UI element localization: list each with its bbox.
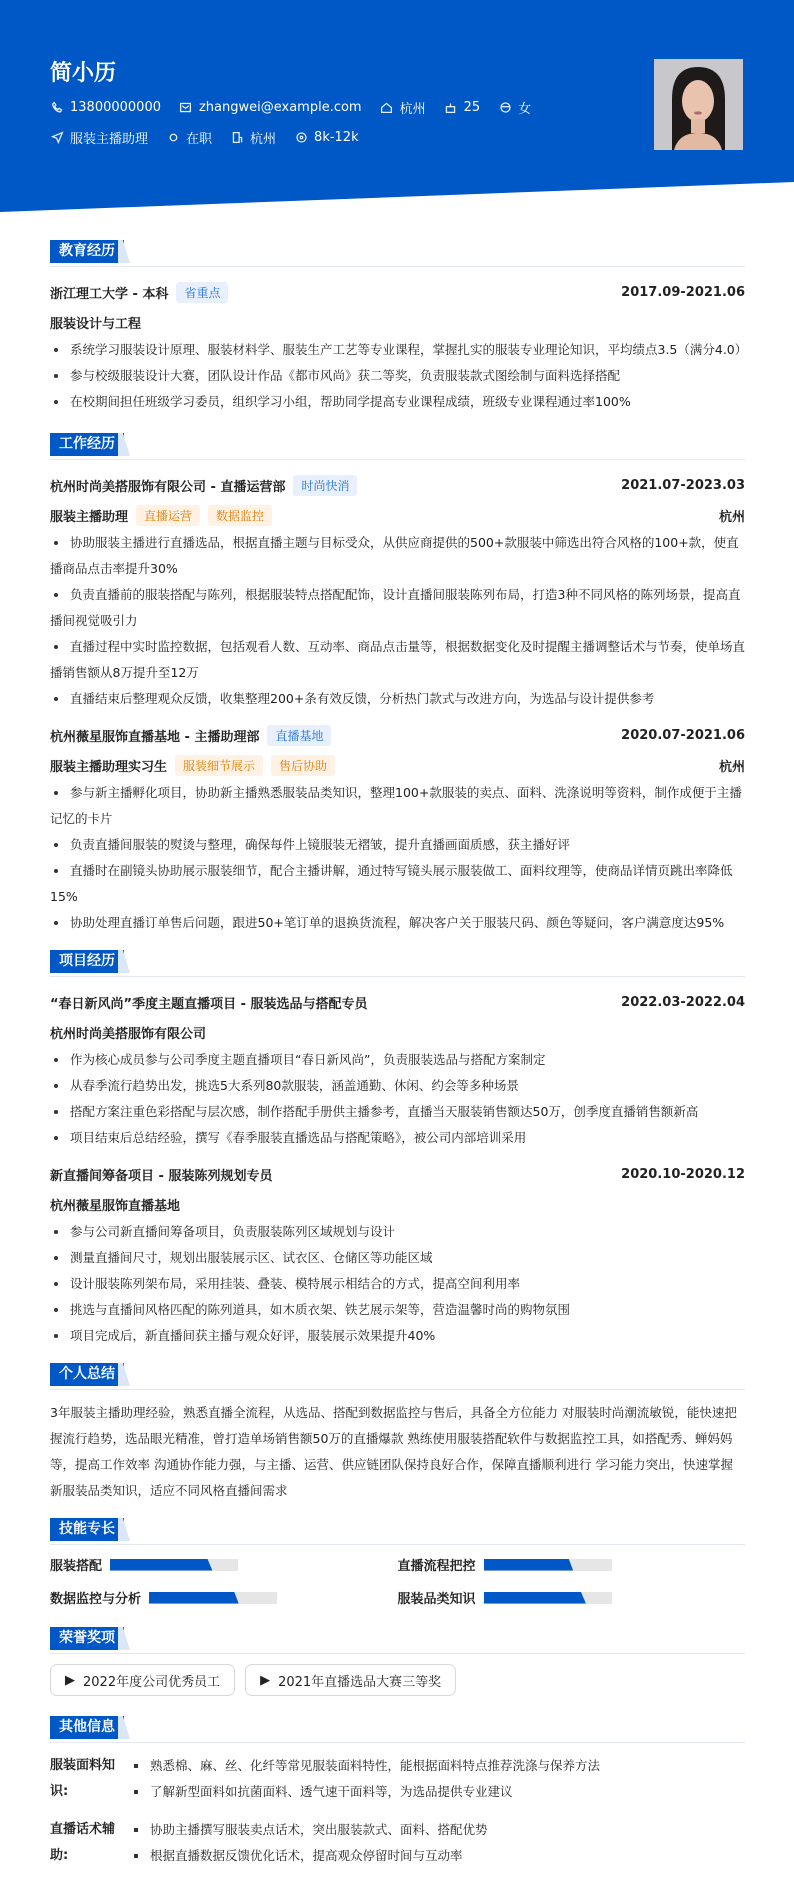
list-item: 项目完成后，新直播间获主播与观众好评，服装展示效果提升40% xyxy=(50,1323,745,1349)
skill-level-fill xyxy=(149,1592,239,1604)
skill-name: 服装搭配 xyxy=(50,1559,103,1574)
list-item: 参与校级服装设计大赛，团队设计作品《都市风尚》获二等奖，负责服装款式图绘制与面料选择搭配 xyxy=(50,363,745,389)
award-label: 2022年度公司优秀员工 xyxy=(83,1674,221,1690)
list-item: 熟悉棉、麻、丝、化纤等常见服装面料特性，能根据面料特点推荐洗涤与保养方法 xyxy=(130,1753,600,1779)
other-label: 服装面料知识: xyxy=(50,1758,116,1799)
list-item: 参与公司新直播间筹备项目，负责服装陈列区域规划与设计 xyxy=(50,1219,745,1245)
major: 服装设计与工程 xyxy=(50,316,142,332)
other-item xyxy=(50,1753,745,1805)
project-org: 杭州时尚美搭服饰有限公司 xyxy=(50,1026,207,1042)
list-item: 负责直播前的服装搭配与陈列，根据服装特点搭配配饰，设计直播间服装陈列布局，打造3种不同风格的陈列场景，提高直播间视觉吸引力 xyxy=(50,582,745,634)
project-name: 新直播间筹备项目 - 服装陈列规划专员 xyxy=(50,1168,273,1184)
list-item: 系统学习服装设计原理、服装材料学、服装生产工艺等专业课程，掌握扎实的服装专业理论知识，平均绩点3.5（满分4.0） xyxy=(50,337,745,363)
summary-text: 3年服装主播助理经验，熟悉直播全流程，从选品、搭配到数据监控与售后，具备全方位能力 对服装时尚潮流敏锐，能快速把握流行趋势，选品眼光精准，曾打造单场销售额50万的直播爆款 熟练使用服装搭配软件与数据监控工具，如搭配秀、蝉妈妈等，提高工作效率 沟通协作能力强，与主播、运营、供应链团队保持良好合作，保障直播顺利进行 学习能力突出，快速掌握新服装品类知识，适应不同风格直播间需求 xyxy=(50,1405,737,1498)
company-name: 杭州薇星服饰直播基地 - 主播助理部 xyxy=(50,729,260,745)
work-entry xyxy=(50,720,745,936)
hometown: 杭州 xyxy=(399,102,426,117)
skill-tag: 售后协助 xyxy=(271,755,335,776)
job-intent-row xyxy=(50,128,371,147)
job-title: 服装主播助理 xyxy=(70,132,149,147)
avatar-photo xyxy=(654,59,743,150)
section-title: 荣誉奖项 xyxy=(50,1627,124,1650)
section-title: 教育经历 xyxy=(50,240,124,263)
work-entry xyxy=(50,470,745,712)
work-date: 2020.07-2021.06 xyxy=(621,727,745,743)
skill-level-bar xyxy=(110,1559,238,1571)
skill-name: 直播流程把控 xyxy=(397,1559,476,1574)
award-label: 2021年直播选品大赛三等奖 xyxy=(278,1674,442,1690)
location-icon xyxy=(294,131,308,145)
list-item: 协助主播撰写服装卖点话术，突出服装款式、面料、搭配优势 xyxy=(130,1817,488,1843)
summary-section xyxy=(50,1363,745,1504)
work-date: 2021.07-2023.03 xyxy=(621,477,745,493)
phone: 13800000000 xyxy=(70,100,161,115)
list-item: 协助处理直播订单售后问题，跟进50+笔订单的退换货流程，解决客户关于服装尺码、颜色等疑问，客户满意度达95% xyxy=(50,910,745,936)
work-city: 杭州 xyxy=(718,759,745,775)
skill-item xyxy=(398,1555,746,1574)
phone-icon xyxy=(50,101,64,115)
job-status: 在职 xyxy=(186,132,213,147)
list-item: 设计服装陈列架布局，采用挂装、叠装、模特展示相结合的方式，提高空间利用率 xyxy=(50,1271,745,1297)
skill-tag: 数据监控 xyxy=(208,505,272,526)
project-entry xyxy=(50,1159,745,1349)
section-title: 个人总结 xyxy=(50,1363,124,1386)
target-city: 杭州 xyxy=(250,132,277,147)
work-city: 杭州 xyxy=(718,509,745,525)
section-title: 工作经历 xyxy=(50,433,124,456)
skill-level-fill xyxy=(484,1559,574,1571)
gender-icon xyxy=(498,101,512,115)
education-date: 2017.09-2021.06 xyxy=(621,284,745,300)
skill-name: 数据监控与分析 xyxy=(50,1592,142,1607)
status-icon xyxy=(166,131,180,145)
resume-body xyxy=(50,226,748,1881)
school-name: 浙江理工大学 - 本科 xyxy=(50,286,169,302)
email: zhangwei@example.com xyxy=(198,100,362,115)
role: 服装主播助理实习生 xyxy=(50,759,168,775)
section-title: 技能专长 xyxy=(50,1518,124,1541)
section-title: 项目经历 xyxy=(50,950,124,973)
age: 25 xyxy=(463,100,481,115)
work-section xyxy=(50,433,745,936)
skills-section xyxy=(50,1518,745,1607)
candidate-name: 简小历 xyxy=(50,61,117,86)
school-tag: 省重点 xyxy=(176,282,228,303)
section-header xyxy=(50,950,745,977)
project-name: “春日新风尚”季度主题直播项目 - 服装选品与搭配专员 xyxy=(50,996,368,1012)
list-item: 参与新主播孵化项目，协助新主播熟悉服装品类知识，整理100+款服装的卖点、面料、洗涤说明等资料，制作成便于主播记忆的卡片 xyxy=(50,780,745,832)
list-item: 从春季流行趋势出发，挑选5大系列80款服装，涵盖通勤、休闲、约会等多种场景 xyxy=(50,1073,745,1099)
other-section xyxy=(50,1716,745,1869)
cake-icon xyxy=(444,101,458,115)
section-header xyxy=(50,1716,745,1743)
home-icon xyxy=(380,101,394,115)
skill-item xyxy=(398,1588,746,1607)
list-item: 直播结束后整理观众反馈，收集整理200+条有效反馈，分析热门款式与改进方向，为选品与设计提供参考 xyxy=(50,686,745,712)
list-item: 了解新型面料如抗菌面料、透气速干面料等，为选品提供专业建议 xyxy=(130,1779,600,1805)
skill-item xyxy=(50,1588,398,1607)
award-item xyxy=(245,1664,456,1696)
section-header xyxy=(50,1627,745,1654)
project-date: 2022.03-2022.04 xyxy=(621,994,745,1010)
list-item: 直播时在副镜头协助展示服装细节，配合主播讲解，通过特写镜头展示服装做工、面料纹理等，使商品详情页跳出率降低15% xyxy=(50,858,745,910)
project-date: 2020.10-2020.12 xyxy=(621,1166,745,1182)
list-item: 搭配方案注重色彩搭配与层次感，制作搭配手册供主播参考，直播当天服装销售额达50万，创季度直播销售额新高 xyxy=(50,1099,745,1125)
skill-item xyxy=(50,1555,398,1574)
list-item: 在校期间担任班级学习委员，组织学习小组，帮助同学提高专业课程成绩，班级专业课程通过率100% xyxy=(50,389,745,415)
skill-name: 服装品类知识 xyxy=(397,1592,476,1607)
skill-tag: 直播运营 xyxy=(136,505,200,526)
skill-level-bar xyxy=(149,1592,277,1604)
company-name: 杭州时尚美搭服饰有限公司 - 直播运营部 xyxy=(50,479,286,495)
building-icon xyxy=(230,131,244,145)
list-item: 根据直播数据反馈优化话术，提高观众停留时间与互动率 xyxy=(130,1843,488,1869)
list-item: 协助服装主播进行直播选品，根据直播主题与目标受众，从供应商提供的500+款服装中筛选出符合风格的100+款，使直播商品点击率提升30% xyxy=(50,530,745,582)
list-item: 作为核心成员参与公司季度主题直播项目“春日新风尚”，负责服装选品与搭配方案制定 xyxy=(50,1047,745,1073)
skill-level-fill xyxy=(110,1559,212,1571)
triangle-icon: ▶ xyxy=(260,1672,271,1688)
other-item xyxy=(50,1817,745,1869)
salary: 8k-12k xyxy=(314,130,359,145)
send-icon xyxy=(50,131,64,145)
project-entry xyxy=(50,987,745,1151)
triangle-icon: ▶ xyxy=(65,1672,75,1688)
contact-row xyxy=(50,98,543,117)
project-section xyxy=(50,950,745,1349)
skill-tag: 服装细节展示 xyxy=(175,755,263,776)
education-section xyxy=(50,240,748,415)
section-header xyxy=(50,1363,745,1390)
section-title: 其他信息 xyxy=(50,1716,124,1739)
list-item: 挑选与直播间风格匹配的陈列道具，如木质衣架、铁艺展示架等，营造温馨时尚的购物氛围 xyxy=(50,1297,745,1323)
other-label: 直播话术辅助: xyxy=(50,1822,116,1863)
list-item: 项目结束后总结经验，撰写《春季服装直播选品与搭配策略》，被公司内部培训采用 xyxy=(50,1125,745,1151)
list-item: 负责直播间服装的熨烫与整理，确保每件上镜服装无褶皱，提升直播画面质感，获主播好评 xyxy=(50,832,745,858)
skill-level-bar xyxy=(484,1592,612,1604)
section-header xyxy=(50,1518,745,1545)
skill-level-bar xyxy=(484,1559,612,1571)
awards-section xyxy=(50,1627,745,1696)
award-item xyxy=(50,1664,235,1696)
skill-level-fill xyxy=(484,1592,586,1604)
role: 服装主播助理 xyxy=(50,509,129,525)
industry-tag: 时尚快消 xyxy=(293,475,357,496)
gender: 女 xyxy=(518,102,532,117)
list-item: 测量直播间尺寸，规划出服装展示区、试衣区、仓储区等功能区域 xyxy=(50,1245,745,1271)
list-item: 直播过程中实时监控数据，包括观看人数、互动率、商品点击量等，根据数据变化及时提醒主播调整话术与节奏，使单场直播销售额从8万提升至12万 xyxy=(50,634,745,686)
project-org: 杭州薇星服饰直播基地 xyxy=(50,1198,181,1214)
section-header xyxy=(50,433,745,460)
mail-icon xyxy=(179,101,193,115)
industry-tag: 直播基地 xyxy=(267,725,331,746)
section-header xyxy=(50,240,745,267)
